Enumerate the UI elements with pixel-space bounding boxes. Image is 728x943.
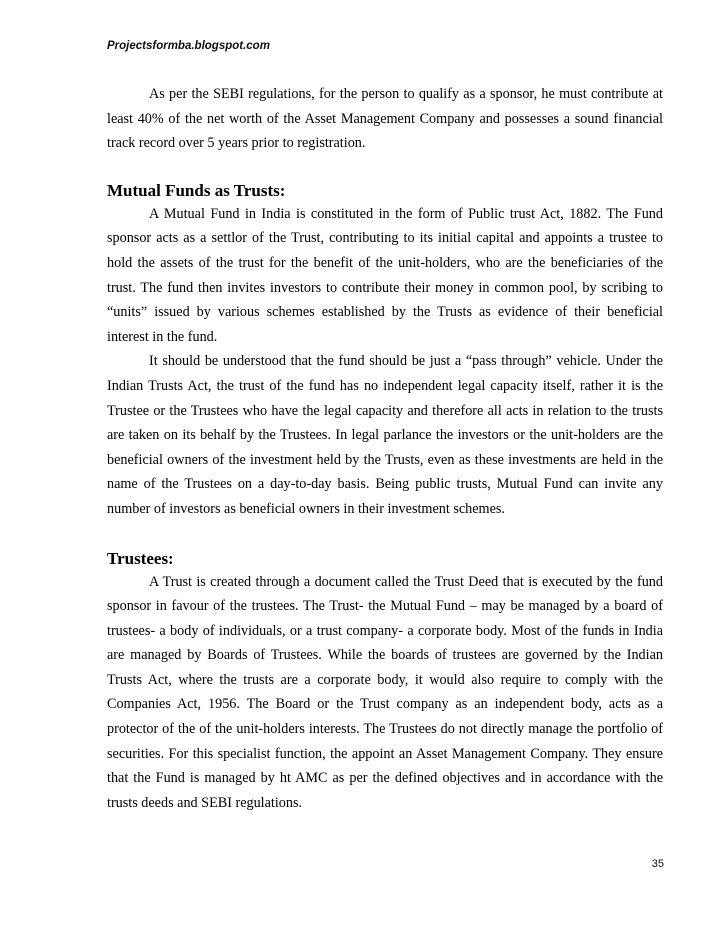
section-heading-trustees: Trustees: <box>107 548 174 568</box>
section-heading-trusts: Mutual Funds as Trusts: <box>107 180 286 200</box>
page-header: Projectsformba.blogspot.com <box>107 40 270 52</box>
sponsor-paragraph: As per the SEBI regulations, for the person to qualify as a sponsor, he must contribute at least 40% of the net worth of the Asset Management Company and possesses a sound financial track record over 5 years prior to registration. <box>107 86 663 152</box>
trustees-paragraph: A Trust is created through a document called the Trust Deed that is executed by the fund sponsor in favour of the trustees. The Trust- the Mutual Fund – may be managed by a board of trustees- a body of individuals, or a trust company- a corporate body. Most of the funds in India are managed by Boards of Trustees. While the boards of trustees are governed by the Indian Trusts Act, where the trusts are a corporate body, it would also require to comply with the Companies Act, 1956. The Board or the Trust company as an independent body, acts as a protector of the of the unit-holders interests. The Trustees do not directly manage the portfolio of securities. For this specialist function, the appoint an Asset Management Company. They ensure that the Fund is managed by ht AMC as per the defined objectives and in accordance with the trusts deeds and SEBI regulations. <box>107 573 663 811</box>
trusts-paragraph-1: A Mutual Fund in India is constituted in the form of Public trust Act, 1882. The Fund sponsor acts as a settlor of the Trust, contributing to its initial capital and appoints a trustee to hold the assets of the trust for the benefit of the unit-holders, who are the beneficiaries of the trust. The fund then invites investors to contribute their money in common pool, by scribing to “units” issued by various schemes established by the Trusts as evidence of their beneficial interest in the fund. <box>107 205 663 345</box>
page-number: 35 <box>651 858 664 870</box>
trusts-paragraph-2: It should be understood that the fund should be just a “pass through” vehicle. Under the Indian Trusts Act, the trust of the fund has no independent legal capacity itself, rather it is the Trustee or the Trustees who have the legal capacity and therefore all acts in relation to the trusts are taken on its behalf by the Trustees. In legal parlance the investors or the unit-holders are the beneficial owners of the investment held by the Trusts, even as these investments are held in the name of the Trustees on a day-to-day basis. Being public trusts, Mutual Fund can invite any number of investors as beneficial owners in their investment schemes. <box>107 353 663 517</box>
page-content <box>107 82 663 815</box>
